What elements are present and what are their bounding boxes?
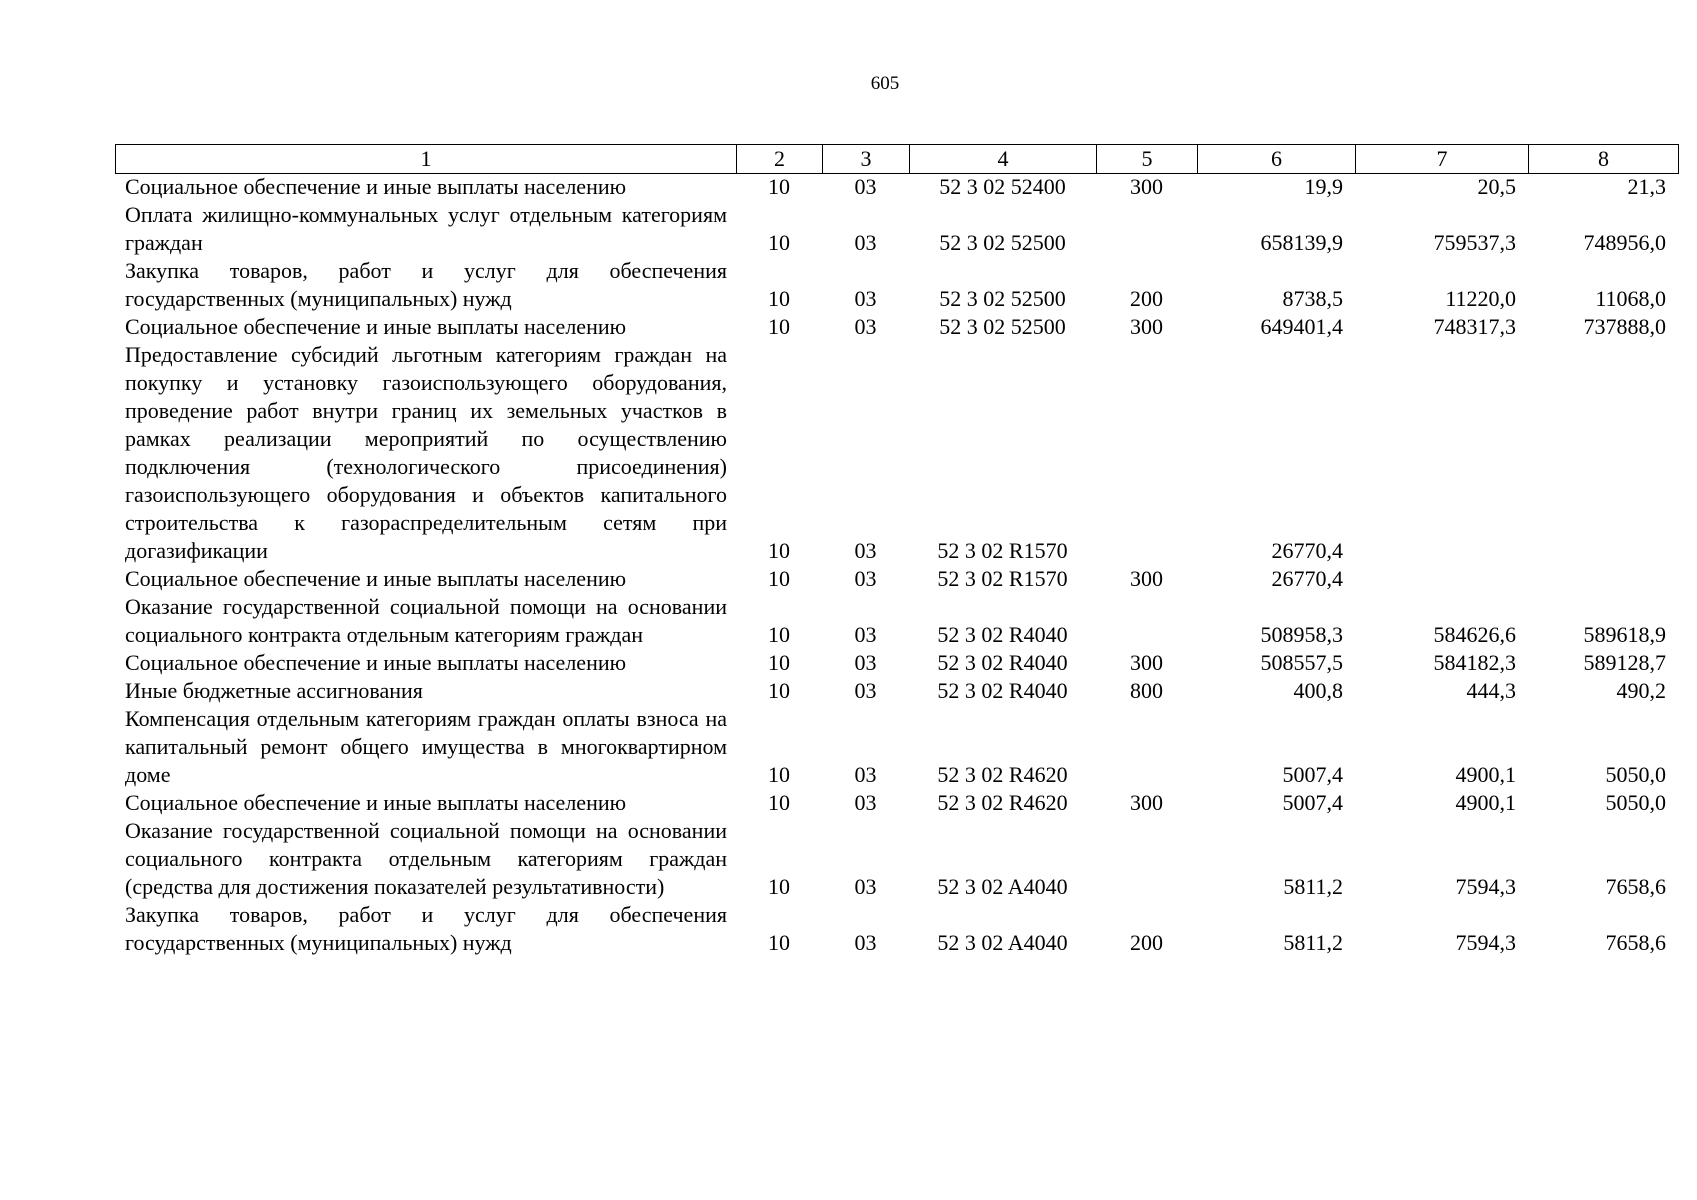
header-col-3: 3 [823, 145, 910, 174]
row-description: Социальное обеспечение и иные выплаты населению [125, 174, 627, 199]
budget-table-body [115, 173, 1672, 957]
row-amount-3: 21,3 [1627, 174, 1666, 199]
row-expense-type: 300 [1130, 314, 1163, 339]
table-row [115, 649, 1672, 677]
row-amount-3: 7658,6 [1605, 874, 1666, 899]
row-amount-1: 649401,4 [1260, 314, 1343, 339]
row-description: Компенсация отдельным категориям граждан оплаты взноса на капитальный ремонт общего имущества в многоквартирном доме [125, 706, 727, 787]
row-amount-2: 4900,1 [1455, 762, 1516, 787]
header-col-7: 7 [1356, 145, 1529, 174]
row-section: 10 [768, 678, 790, 703]
row-subsection: 03 [854, 174, 877, 199]
table-row [115, 677, 1672, 705]
row-description: Предоставление субсидий льготным категориям граждан на покупку и установку газоиспользующего оборудования, проведение работ внутри границ их земельных участков в рамках реализации мероприятий по осуществлению подключения (технологического присоединения) газоиспользующего оборудования и объектов капитального строительства к газораспределительным сетям при догазификации [125, 342, 727, 563]
header-col-1: 1 [116, 145, 737, 174]
row-amount-1: 26770,4 [1271, 538, 1343, 563]
row-amount-3: 589618,9 [1583, 622, 1666, 647]
row-subsection: 03 [854, 538, 877, 563]
row-section: 10 [768, 566, 790, 591]
page-number: 605 [870, 73, 900, 94]
row-amount-3: 737888,0 [1583, 314, 1666, 339]
row-amount-1: 26770,4 [1271, 566, 1343, 591]
row-subsection: 03 [854, 874, 877, 899]
row-expense-type: 200 [1130, 930, 1163, 955]
row-subsection: 03 [854, 678, 877, 703]
row-target-code: 52 3 02 R4040 [937, 622, 1068, 647]
row-target-code: 52 3 02 52400 [939, 174, 1066, 199]
row-expense-type: 300 [1130, 650, 1163, 675]
row-amount-1: 508557,5 [1260, 650, 1343, 675]
row-target-code: 52 3 02 A4040 [937, 874, 1068, 899]
row-amount-2: 759537,3 [1433, 230, 1516, 255]
row-target-code: 52 3 02 52500 [939, 230, 1066, 255]
row-amount-1: 5007,4 [1282, 790, 1343, 815]
row-amount-1: 508958,3 [1260, 622, 1343, 647]
row-description: Оплата жилищно-коммунальных услуг отдельным категориям граждан [125, 202, 727, 255]
row-amount-3: 589128,7 [1583, 650, 1666, 675]
table-row [115, 817, 1672, 901]
row-amount-2: 20,5 [1477, 174, 1516, 199]
row-amount-3: 490,2 [1616, 678, 1666, 703]
row-subsection: 03 [854, 762, 877, 787]
row-amount-2: 7594,3 [1455, 930, 1516, 955]
row-description: Социальное обеспечение и иные выплаты населению [125, 314, 627, 339]
row-subsection: 03 [854, 286, 877, 311]
row-target-code: 52 3 02 R1570 [937, 538, 1068, 563]
row-target-code: 52 3 02 R4620 [937, 790, 1068, 815]
row-section: 10 [768, 314, 790, 339]
row-description: Социальное обеспечение и иные выплаты населению [125, 566, 627, 591]
table-row [115, 705, 1672, 789]
row-expense-type: 300 [1130, 790, 1163, 815]
header-col-6: 6 [1198, 145, 1356, 174]
row-subsection: 03 [854, 622, 877, 647]
table-row [115, 901, 1672, 957]
row-amount-2: 11220,0 [1445, 286, 1516, 311]
row-amount-1: 400,8 [1293, 678, 1343, 703]
row-target-code: 52 3 02 R4040 [937, 650, 1068, 675]
row-expense-type: 200 [1130, 286, 1163, 311]
row-description: Закупка товаров, работ и услуг для обеспечения государственных (муниципальных) нужд [125, 902, 727, 955]
row-target-code: 52 3 02 R4620 [937, 762, 1068, 787]
row-amount-1: 8738,5 [1282, 286, 1343, 311]
row-subsection: 03 [854, 314, 877, 339]
row-section: 10 [768, 538, 790, 563]
row-amount-2: 748317,3 [1433, 314, 1516, 339]
row-section: 10 [768, 930, 790, 955]
row-target-code: 52 3 02 R4040 [937, 678, 1068, 703]
table-row [115, 173, 1672, 201]
row-section: 10 [768, 650, 790, 675]
row-amount-2: 444,3 [1466, 678, 1516, 703]
row-section: 10 [768, 230, 790, 255]
row-target-code: 52 3 02 R1570 [937, 566, 1068, 591]
row-amount-1: 658139,9 [1260, 230, 1343, 255]
row-target-code: 52 3 02 52500 [939, 286, 1066, 311]
row-amount-2: 7594,3 [1455, 874, 1516, 899]
row-description: Закупка товаров, работ и услуг для обеспечения государственных (муниципальных) нужд [125, 258, 727, 311]
header-col-2: 2 [737, 145, 823, 174]
table-row [115, 257, 1672, 313]
row-section: 10 [768, 790, 790, 815]
row-amount-1: 5007,4 [1282, 762, 1343, 787]
row-description: Оказание государственной социальной помощи на основании социального контракта отдельным категориям граждан (средства для достижения показателей результативности) [125, 818, 727, 899]
row-amount-3: 5050,0 [1605, 790, 1666, 815]
row-amount-3: 748956,0 [1583, 230, 1666, 255]
row-subsection: 03 [854, 650, 877, 675]
header-col-4: 4 [910, 145, 1097, 174]
row-section: 10 [768, 286, 790, 311]
table-row [115, 313, 1672, 341]
header-col-8: 8 [1529, 145, 1679, 174]
row-amount-1: 19,9 [1304, 174, 1343, 199]
row-amount-3: 11068,0 [1595, 286, 1666, 311]
row-section: 10 [768, 762, 790, 787]
row-description: Иные бюджетные ассигнования [125, 678, 423, 703]
row-description: Социальное обеспечение и иные выплаты населению [125, 790, 627, 815]
table-row [115, 341, 1672, 565]
row-description: Оказание государственной социальной помощи на основании социального контракта отдельным категориям граждан [125, 594, 727, 647]
row-target-code: 52 3 02 A4040 [937, 930, 1068, 955]
row-amount-3: 7658,6 [1605, 930, 1666, 955]
row-expense-type: 300 [1130, 566, 1163, 591]
row-expense-type: 800 [1130, 678, 1163, 703]
row-amount-2: 4900,1 [1455, 790, 1516, 815]
row-target-code: 52 3 02 52500 [939, 314, 1066, 339]
table-row [115, 593, 1672, 649]
row-section: 10 [768, 874, 790, 899]
table-row [115, 565, 1672, 593]
header-col-5: 5 [1097, 145, 1198, 174]
row-amount-3: 5050,0 [1605, 762, 1666, 787]
column-number-header [115, 144, 1679, 174]
row-section: 10 [768, 622, 790, 647]
row-expense-type: 300 [1130, 174, 1163, 199]
row-amount-2: 584626,6 [1433, 622, 1516, 647]
row-subsection: 03 [854, 566, 877, 591]
row-subsection: 03 [854, 930, 877, 955]
row-subsection: 03 [854, 790, 877, 815]
row-description: Социальное обеспечение и иные выплаты населению [125, 650, 627, 675]
table-row [115, 789, 1672, 817]
table-row [115, 201, 1672, 257]
row-section: 10 [768, 174, 790, 199]
row-amount-1: 5811,2 [1283, 930, 1343, 955]
row-amount-1: 5811,2 [1283, 874, 1343, 899]
row-subsection: 03 [854, 230, 877, 255]
row-amount-2: 584182,3 [1433, 650, 1516, 675]
